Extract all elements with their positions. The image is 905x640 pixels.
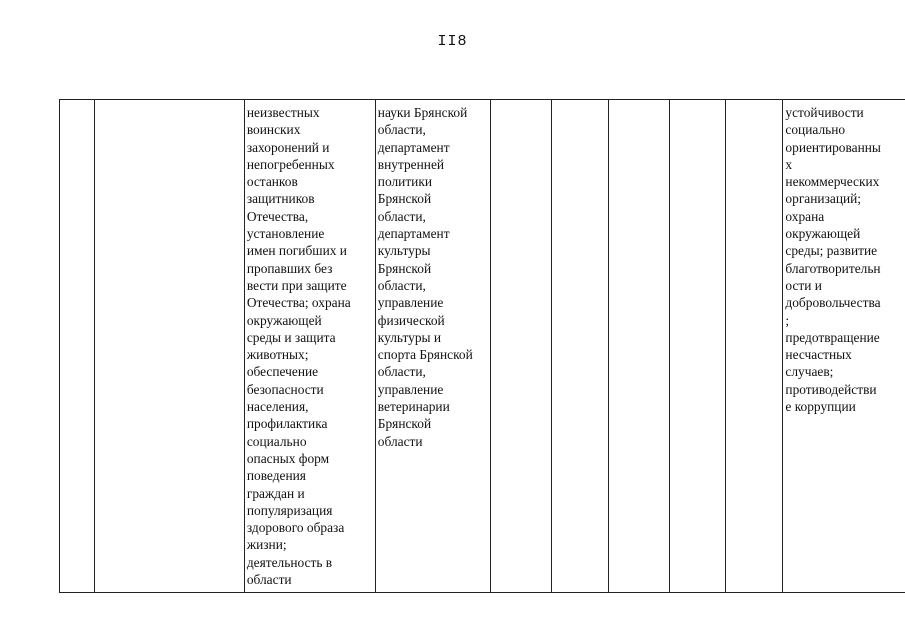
document-table	[59, 99, 905, 593]
cell-text-goals: устойчивости социально ориентированны х некоммерческих организаций; охрана окружающей среды; развитие благотворительн ости и добровольчества ; предотвращение несчастных случаев; противодействи е коррупции	[785, 105, 881, 415]
table-cell-col9	[726, 100, 783, 593]
table-cell-col4	[375, 100, 490, 593]
table-cell-col5	[490, 100, 551, 593]
table-cell-col7	[608, 100, 669, 593]
page-number: II8	[437, 33, 468, 50]
table-cell-col8	[669, 100, 726, 593]
table-cell-col10	[783, 100, 905, 593]
table-cell-col6	[551, 100, 608, 593]
cell-text-authorities: науки Брянской области, департамент внутренней политики Брянской области, департамент культуры Брянской области, управление физической культуры и спорта Брянской области, управление ветеринарии Брянской области	[377, 105, 473, 449]
table-cell-col1	[60, 100, 95, 593]
table-cell-col3	[244, 100, 375, 593]
cell-text-directions: неизвестных воинских захоронений и непогребенных останков защитников Отечества, установление имен погибших и пропавших без вести при защите Отечества; охрана окружающей среды и защита животных; обеспечение безопасности населения, профилактика социально опасных форм поведения граждан и популяризация здорового образа жизни; деятельность в области	[246, 105, 351, 588]
table-row	[60, 100, 905, 593]
table-cell-col2	[94, 100, 244, 593]
